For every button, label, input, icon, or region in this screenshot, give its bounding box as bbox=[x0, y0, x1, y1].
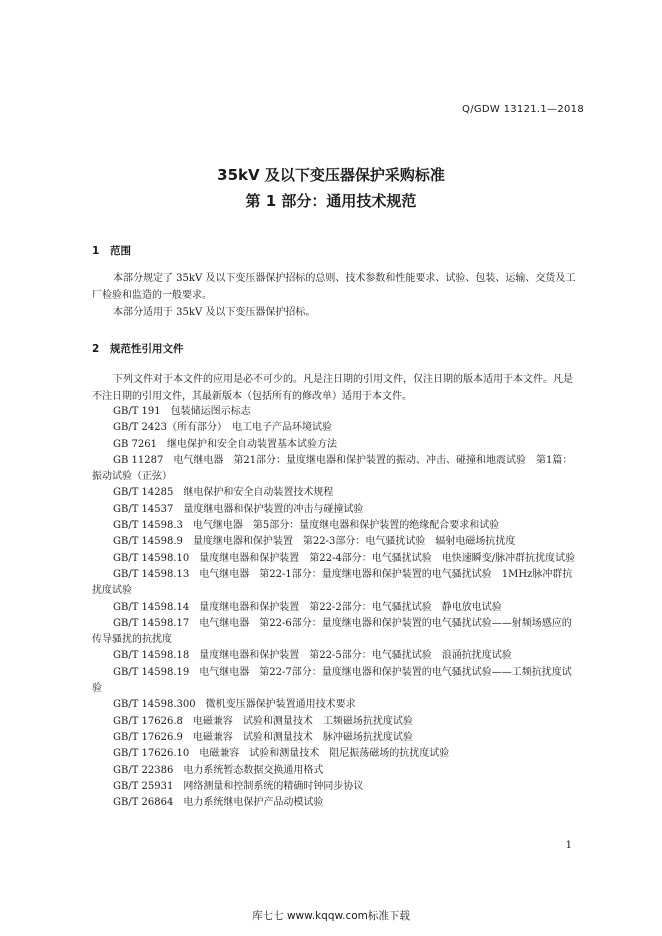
reference-item: GB/T 14598.9 量度继电器和保护装置 第22-3部分：电气骚扰试验 辐射电磁场抗扰度 bbox=[113, 536, 516, 548]
section-1-number: 1 bbox=[92, 245, 100, 257]
section-1-heading bbox=[92, 243, 131, 258]
section-2-title: 规范性引用文件 bbox=[110, 343, 184, 355]
reference-item: GB/T 14598.3 电气继电器 第5部分：量度继电器和保护装置的绝缘配合要求和试验 bbox=[113, 520, 500, 532]
reference-item: GB 11287 电气继电器 第21部分：量度继电器和保护装置的振动、冲击、碰撞和地震试验 第1篇：振动试验（正弦） bbox=[92, 454, 573, 483]
section-1-paragraph-2: 本部分适用于 35kV 及以下变压器保护招标。 bbox=[113, 307, 316, 318]
page-number: 1 bbox=[565, 840, 572, 851]
reference-item: GB/T 26864 电力系统继电保护产品动模试验 bbox=[113, 797, 324, 809]
reference-item: GB/T 14537 量度继电器和保护装置的冲击与碰撞试验 bbox=[113, 503, 364, 515]
reference-item: GB/T 14598.19 电气继电器 第22-7部分：量度继电器和保护装置的电气骚扰试验——工频抗扰度试验 bbox=[92, 666, 572, 695]
footer-watermark-link[interactable]: 库七七 www.kqqw.com标准下载 bbox=[252, 910, 410, 922]
section-1-paragraph-1: 本部分规定了 35kV 及以下变压器保护招标的总则、技术参数和性能要求、试验、包装、运输、交货及工厂检验和监造的一般要求。 bbox=[92, 273, 576, 301]
reference-item: GB/T 17626.8 电磁兼容 试验和测量技术 工频磁场抗扰度试验 bbox=[113, 715, 413, 727]
section-1-body bbox=[92, 270, 580, 321]
reference-item: GB/T 14598.18 量度继电器和保护装置 第22-5部分：电气骚扰试验 浪涌抗扰度试验 bbox=[113, 650, 512, 662]
reference-item: GB 7261 继电保护和安全自动装置基本试验方法 bbox=[113, 438, 337, 450]
section-2-intro bbox=[92, 371, 580, 405]
reference-item: GB/T 14598.17 电气继电器 第22-6部分：量度继电器和保护装置的电气骚扰试验——射频场感应的传导骚扰的抗扰度 bbox=[92, 617, 572, 646]
reference-list bbox=[92, 404, 580, 811]
document-title-line1: 35kV 及以下变压器保护采购标准 bbox=[217, 166, 445, 184]
reference-item: GB/T 14598.10 量度继电器和保护装置 第22-4部分：电气骚扰试验 电快速瞬变/脉冲群抗扰度试验 bbox=[113, 552, 576, 564]
reference-item: GB/T 22386 电力系统暂态数据交换通用格式 bbox=[113, 764, 324, 776]
section-2-number: 2 bbox=[92, 343, 100, 355]
reference-item: GB/T 14598.13 电气继电器 第22-1部分：量度继电器和保护装置的电气骚扰试验 1MHz脉冲群抗扰度试验 bbox=[92, 568, 573, 597]
document-code: Q/GDW 13121.1—2018 bbox=[462, 104, 584, 115]
document-title-line2: 第 1 部分：通用技术规范 bbox=[245, 192, 417, 210]
section-2-heading bbox=[92, 341, 184, 356]
section-2-intro-text: 下列文件对于本文件的应用是必不可少的。凡是注日期的引用文件，仅注日期的版本适用于本文件。凡是不注日期的引用文件，其最新版本（包括所有的修改单）适用于本文件。 bbox=[92, 374, 573, 402]
reference-item: GB/T 14598.14 量度继电器和保护装置 第22-2部分：电气骚扰试验 静电放电试验 bbox=[113, 601, 502, 613]
reference-item: GB/T 2423（所有部分） 电工电子产品环境试验 bbox=[113, 422, 333, 434]
reference-item: GB/T 191 包装储运图示标志 bbox=[113, 406, 251, 417]
reference-item: GB/T 14598.300 微机变压器保护装置通用技术要求 bbox=[113, 699, 356, 711]
reference-item: GB/T 17626.10 电磁兼容 试验和测量技术 阻尼振荡磁场的抗扰度试验 bbox=[113, 748, 450, 760]
reference-item: GB/T 14285 继电保护和安全自动装置技术规程 bbox=[113, 487, 334, 499]
section-1-title: 范围 bbox=[110, 245, 131, 257]
reference-item: GB/T 25931 网络测量和控制系统的精确时钟同步协议 bbox=[113, 780, 364, 792]
reference-item: GB/T 17626.9 电磁兼容 试验和测量技术 脉冲磁场抗扰度试验 bbox=[113, 731, 413, 743]
